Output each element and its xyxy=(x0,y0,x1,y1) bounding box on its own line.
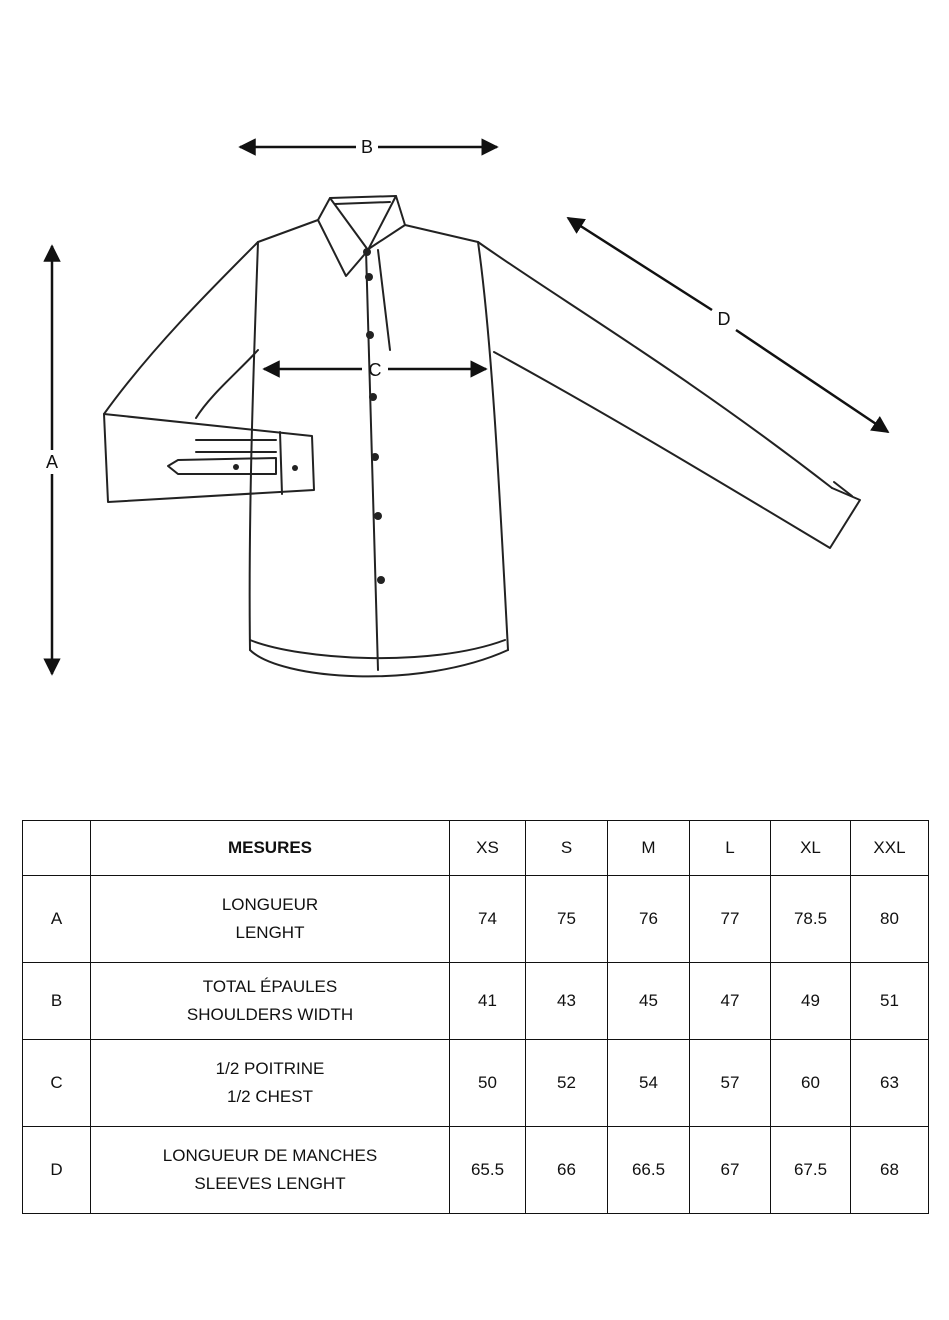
row-label xyxy=(91,876,450,963)
shirt-outline-icon xyxy=(104,196,860,676)
value-cell: 54 xyxy=(608,1040,690,1127)
header-size-l: L xyxy=(690,821,771,876)
value-cell: 60 xyxy=(771,1040,851,1127)
value-cell: 65.5 xyxy=(450,1127,526,1214)
header-size-s: S xyxy=(526,821,608,876)
size-chart-table xyxy=(22,820,929,1214)
table-row xyxy=(23,1127,929,1214)
value-cell: 74 xyxy=(450,876,526,963)
value-cell: 47 xyxy=(690,963,771,1040)
value-cell: 57 xyxy=(690,1040,771,1127)
row-label xyxy=(91,963,450,1040)
row-key: C xyxy=(23,1040,91,1127)
row-label xyxy=(91,1040,450,1127)
row-label-fr: TOTAL ÉPAULES xyxy=(202,977,338,996)
row-key: B xyxy=(23,963,91,1040)
header-size-m: M xyxy=(608,821,690,876)
label-b: B xyxy=(360,137,374,157)
value-cell: 68 xyxy=(851,1127,929,1214)
value-cell: 43 xyxy=(526,963,608,1040)
header-size-xs: XS xyxy=(450,821,526,876)
value-cell: 63 xyxy=(851,1040,929,1127)
arrow-d-bottom xyxy=(736,330,888,432)
value-cell: 66 xyxy=(526,1127,608,1214)
value-cell: 45 xyxy=(608,963,690,1040)
header-size-xl: XL xyxy=(771,821,851,876)
value-cell: 78.5 xyxy=(771,876,851,963)
value-cell: 67 xyxy=(690,1127,771,1214)
value-cell: 41 xyxy=(450,963,526,1040)
row-label-fr: LONGUEUR DE MANCHES xyxy=(162,1146,378,1165)
row-key: A xyxy=(23,876,91,963)
row-label-fr: LONGUEUR xyxy=(221,895,319,914)
value-cell: 67.5 xyxy=(771,1127,851,1214)
row-label-en: 1/2 CHEST xyxy=(227,1087,313,1106)
value-cell: 77 xyxy=(690,876,771,963)
label-a: A xyxy=(45,452,59,472)
header-size-xxl: XXL xyxy=(851,821,929,876)
header-key-cell xyxy=(23,821,91,876)
value-cell: 51 xyxy=(851,963,929,1040)
arrow-d-top xyxy=(568,218,712,310)
label-d: D xyxy=(717,309,731,329)
value-cell: 52 xyxy=(526,1040,608,1127)
value-cell: 66.5 xyxy=(608,1127,690,1214)
row-label-fr: 1/2 POITRINE xyxy=(215,1059,325,1078)
table-row xyxy=(23,1040,929,1127)
table-row xyxy=(23,876,929,963)
row-label-en: LENGHT xyxy=(235,923,305,942)
value-cell: 75 xyxy=(526,876,608,963)
row-label-en: SHOULDERS WIDTH xyxy=(186,1005,354,1024)
value-cell: 49 xyxy=(771,963,851,1040)
value-cell: 80 xyxy=(851,876,929,963)
value-cell: 76 xyxy=(608,876,690,963)
table-row xyxy=(23,963,929,1040)
value-cell: 50 xyxy=(450,1040,526,1127)
label-c: C xyxy=(368,360,382,380)
table-header-row xyxy=(23,821,929,876)
row-key: D xyxy=(23,1127,91,1214)
row-label xyxy=(91,1127,450,1214)
row-label-en: SLEEVES LENGHT xyxy=(194,1174,346,1193)
double-arrow-icon xyxy=(52,147,888,674)
header-measures: MESURES xyxy=(91,821,450,876)
